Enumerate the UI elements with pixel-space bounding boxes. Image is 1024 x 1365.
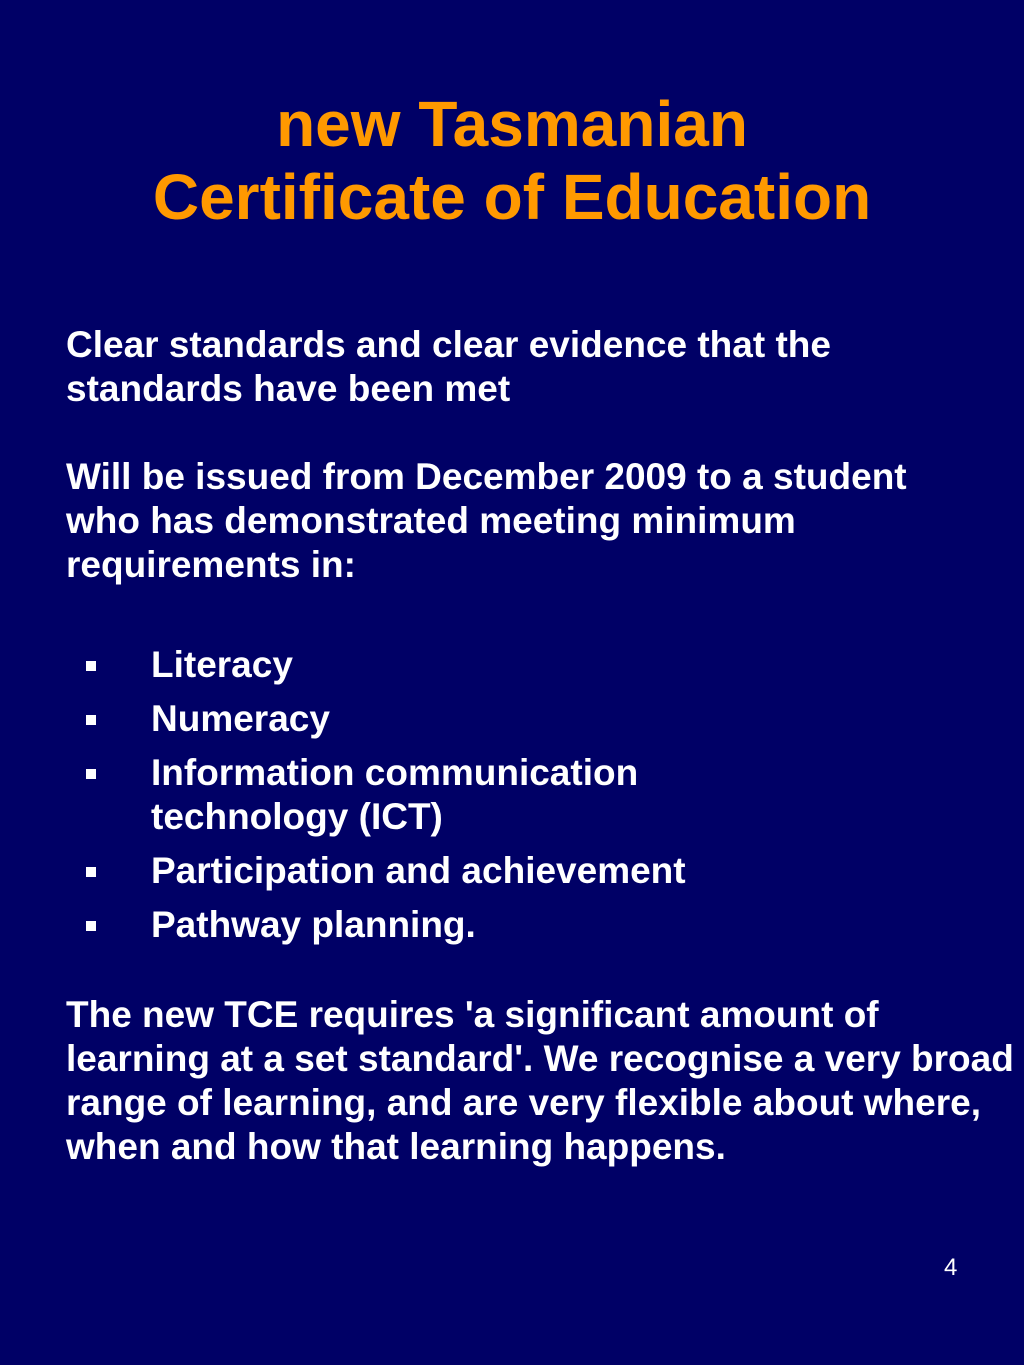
title-line-1: new Tasmanian [276,88,748,160]
slide-body [66,323,1016,1169]
square-bullet-icon [86,769,96,779]
list-item [66,903,1016,947]
title-line-2: Certificate of Education [152,160,872,233]
issued-paragraph: Will be issued from December 2009 to a student who has demonstrated meeting minimum requirements in: [66,456,907,585]
list-item-text: Literacy [151,644,293,685]
list-item [66,751,1016,839]
list-item-text: Numeracy [151,698,330,739]
list-item [66,643,1016,687]
square-bullet-icon [86,921,96,931]
page-number: 4 [944,1254,958,1281]
requirements-list [66,643,1016,947]
list-item-text: Pathway planning. [151,904,476,945]
list-item [66,849,1016,893]
intro-paragraph: Clear standards and clear evidence that the standards have been met [66,324,831,409]
square-bullet-icon [86,715,96,725]
list-item-text: Participation and achievement [151,850,686,891]
square-bullet-icon [86,661,96,671]
square-bullet-icon [86,867,96,877]
list-item [66,697,1016,741]
closing-paragraph: The new TCE requires 'a significant amount of learning at a set standard'. We recognise a very broad range of learning, and are very flexible about where, when and how that learning happens. [66,994,1014,1167]
slide-title [0,88,1024,234]
list-item-text: Information communication technology (ICT) [151,752,639,837]
